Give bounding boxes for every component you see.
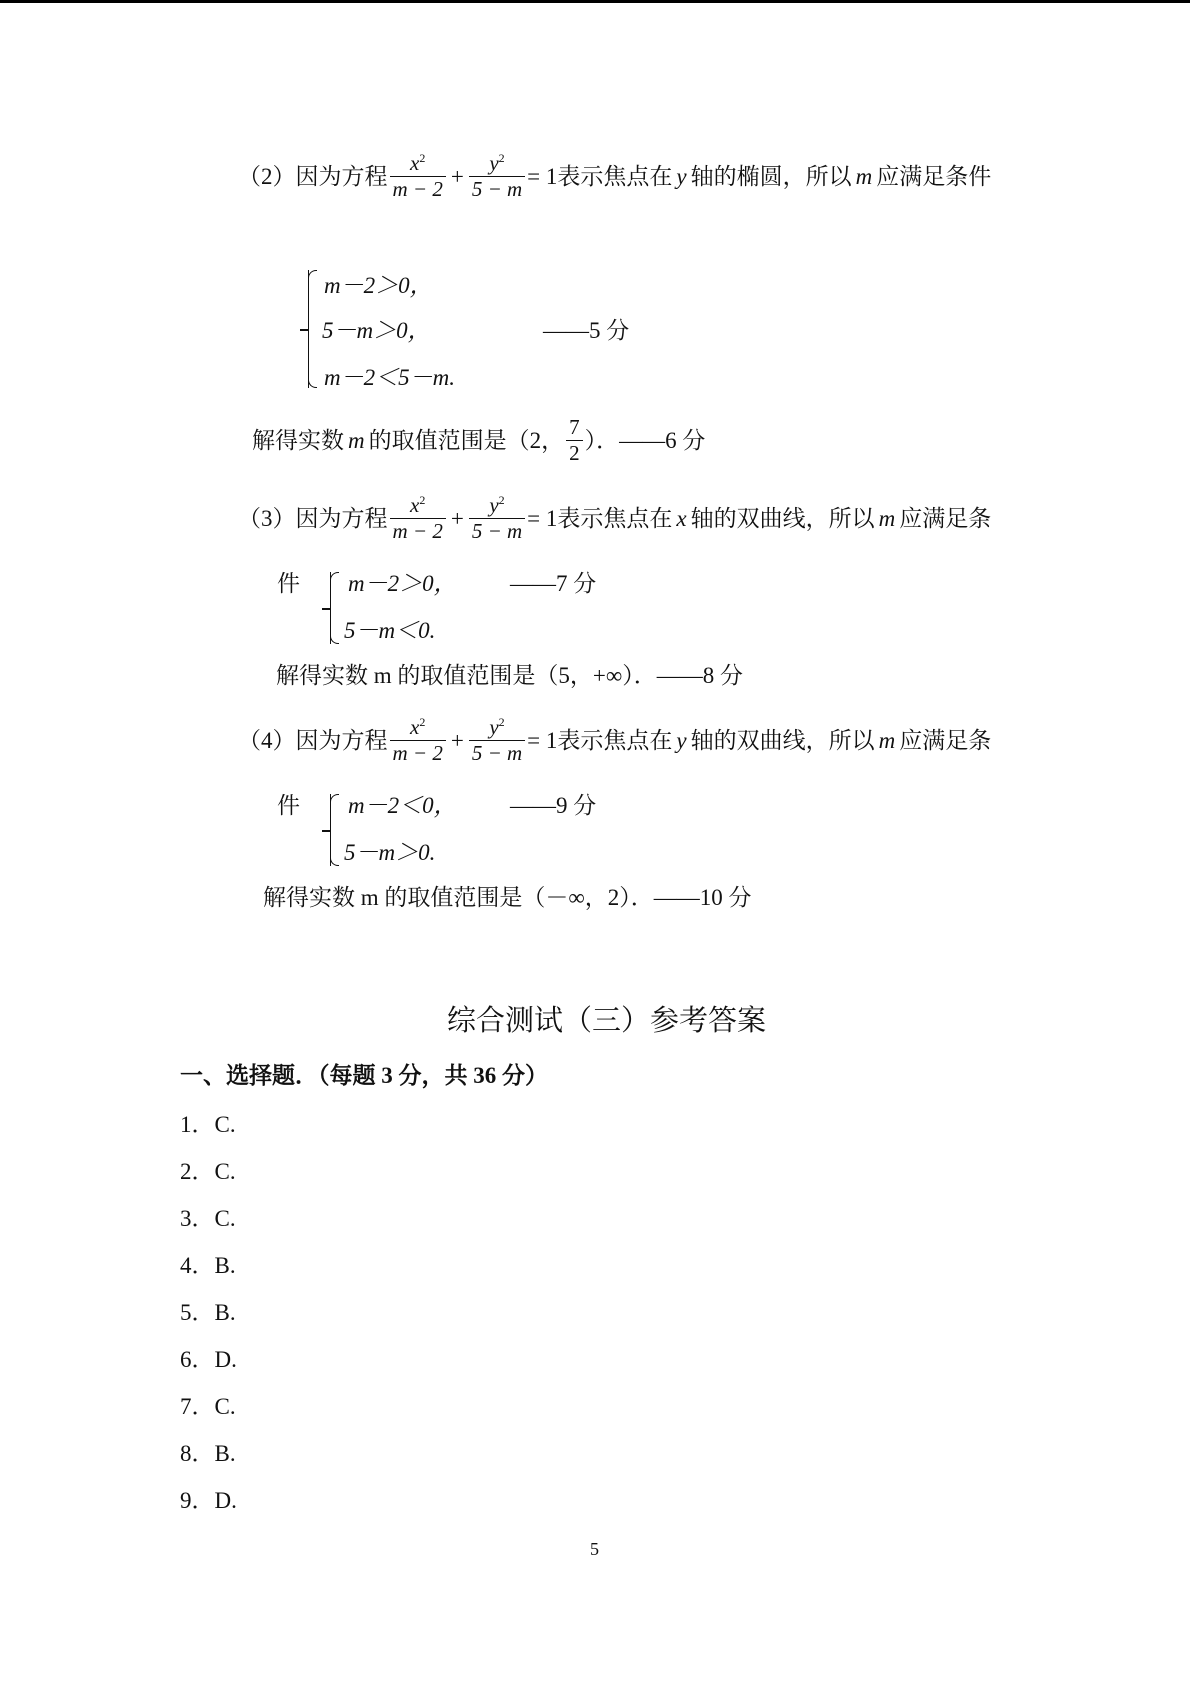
list-item: 8．B.: [180, 1441, 236, 1466]
part2-condition-2: 5－m＞0，: [322, 318, 431, 343]
list-item: 5．B.: [180, 1300, 236, 1325]
part4-equals: = 1: [527, 727, 558, 753]
part4-label: （4）因为方程: [238, 727, 388, 753]
part2-condition-3: m－2＜5－m.: [324, 365, 455, 390]
part4-fraction-x: $\frac{x^2}{m - 2}$: [390, 715, 446, 764]
part3-axis: x: [676, 505, 687, 531]
part2-condition-1: m－2＞0，: [324, 273, 433, 298]
part4-statement: （4）因为方程 $\frac{x^2}{m - 2}$ + $\frac{y^2}{5 - m}$ = 1 表示焦点在 y 轴的双曲线，所以 m 应满足条: [238, 715, 992, 765]
part3-fraction-x: $\frac{x^2}{m - 2}$: [390, 493, 446, 542]
part2-system-brace: [308, 270, 309, 388]
page-heading: 综合测试（三）参考答案: [447, 1003, 767, 1037]
part2-axis: y: [676, 163, 687, 189]
part2-equals: = 1: [527, 163, 558, 189]
part2-fraction-x: $\frac{x^2}{m - 2}$: [390, 151, 446, 200]
part3-condition-2: 5－m＜0.: [344, 618, 436, 643]
part3-continuation: 件: [277, 571, 300, 596]
section-title: 一、选择题．（每题 3 分，共 36 分）: [180, 1063, 548, 1088]
list-item: 6．D.: [180, 1347, 237, 1372]
part3-statement: （3）因为方程 $\frac{x^2}{m - 2}$ + $\frac{y^2}{5 - m}$ = 1 表示焦点在 x 轴的双曲线，所以 m 应满足条: [238, 493, 992, 543]
list-item: 4．B.: [180, 1253, 236, 1278]
part4-result: 解得实数 m 的取值范围是（－∞，2）．——10 分: [263, 885, 752, 910]
top-border-line: [0, 0, 1190, 3]
part4-condition-1: m－2＜0，: [348, 793, 457, 818]
part3-label: （3）因为方程: [238, 505, 388, 531]
part2-result-fraction: $\frac{7}{2}$: [566, 415, 583, 464]
part4-system-brace: [330, 794, 331, 866]
part3-score-7: ——7 分: [510, 571, 597, 596]
part3-fraction-y: $\frac{y^2}{5 - m}$: [469, 493, 525, 542]
part3-condition-1: m－2＞0，: [348, 571, 457, 596]
part2-label: （2）因为方程: [238, 163, 388, 189]
part2-score-5: ——5 分: [543, 318, 630, 343]
list-item: 2．C.: [180, 1159, 236, 1184]
part4-axis: y: [676, 727, 687, 753]
part2-statement: （2）因为方程 $\frac{x^2}{m - 2}$ + $\frac{y^2}{5 - m}$ = 1 表示焦点在 y 轴的椭圆，所以 m 应满足条件: [238, 151, 992, 201]
part3-result: 解得实数 m 的取值范围是（5，+∞）．——8 分: [276, 663, 744, 688]
part4-condition-2: 5－m＞0.: [344, 840, 436, 865]
list-item: 7．C.: [180, 1394, 236, 1419]
list-item: 3．C.: [180, 1206, 236, 1231]
answer-list: [180, 1113, 237, 1536]
part4-fraction-y: $\frac{y^2}{5 - m}$: [469, 715, 525, 764]
part4-score-9: ——9 分: [510, 793, 597, 818]
page-number: 5: [590, 1539, 599, 1559]
list-item: 1．C.: [180, 1112, 236, 1137]
part3-system-brace: [330, 572, 331, 644]
list-item: 9．D.: [180, 1488, 237, 1513]
part2-result: 解得实数 m 的取值范围是（2， $\frac{7}{2}$ ）．——6 分: [252, 415, 706, 465]
part4-continuation: 件: [277, 793, 300, 818]
part2-fraction-y: $\frac{y^2}{5 - m}$: [469, 151, 525, 200]
part3-equals: = 1: [527, 505, 558, 531]
